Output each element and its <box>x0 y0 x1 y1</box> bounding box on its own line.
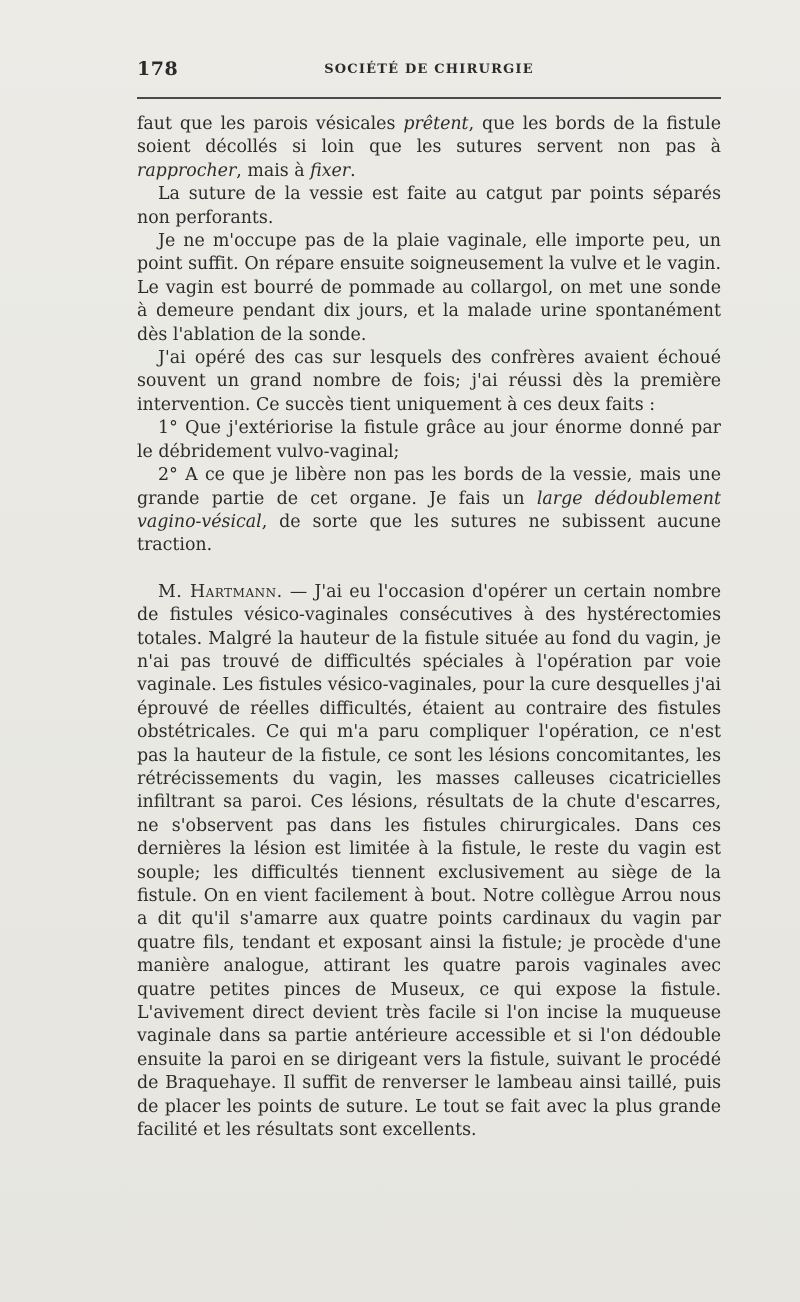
speaker-name: M. Hartmann. <box>158 581 283 602</box>
text-segment: , que les bords de la fistule soient décollés si loin que les sutures servent non pas à <box>137 114 722 158</box>
italic-text: prêtent <box>403 114 469 134</box>
page-header <box>137 58 721 86</box>
italic-text: rapprocher <box>137 160 237 181</box>
text-segment: , mais à <box>236 160 311 181</box>
paragraph <box>137 417 721 464</box>
text-segment: faut que les parois vésicales <box>137 114 404 134</box>
text-segment: — J'ai eu l'occasion d'opérer un certain nombre de fistules vésico-vaginales consécutives à des hystérectomies totales. Malgré la hauteur de la fistule située au fond du vagin, je n'ai pas trouvé de difficultés spéciales à l'opération par voie vaginale. Les fistules vésico-vaginales, pour la cure desquelles j'ai éprouvé de réelles difficultés, étaient au contraire des fistules obstétricales. Ce qui m'a paru compliquer l'opération, ce n'est pas la hauteur de la fistule, ce sont les lésions concomitantes, les rétrécissements du vagin, les masses calleuses cicatricielles infiltrant sa paroi. Ces lésions, résultats de la chute d'escarres, ne s'observent pas dans les fistules chirurgicales. Dans ces dernières la lésion est limitée à la fistule, le reste du vagin est souple; les difficultés tiennent exclusivement au siège de la fistule. On en vient facilement à bout. Notre collègue Arrou nous a dit qu'il s'amarre aux quatre points cardinaux du vagin par quatre fils, tendant et exposant ainsi la fistule; je procède d'une manière analogue, attirant les quatre parois vaginales avec quatre petites pinces de Museux, ce qui expose la fistule. L'avivement direct devient très facile si l'on incise la muqueuse vaginale dans sa partie antérieure accessible et si l'on dédouble ensuite la paroi en se dirigeant vers la fistule, suivant le procédé de Braquehaye. Il suffit de renverser le lambeau ainsi taillé, puis de placer les points de suture. Le tout se fait avec la plus grande facilité et les résultats sont excellents. <box>137 581 721 1141</box>
italic-text: large dédoublement vagino-vésical <box>137 488 721 532</box>
running-title: SOCIÉTÉ DE CHIRURGIE <box>324 62 534 77</box>
text-segment: . <box>350 160 356 181</box>
text-segment: , de sorte que les sutures ne subissent aucune traction. <box>137 511 721 556</box>
italic-text: fixer <box>310 160 351 181</box>
text-segment: La suture de la vessie est faite au catgut par points séparés non perforants. <box>137 184 721 228</box>
paragraph <box>137 230 721 347</box>
text-segment: 1° Que j'extériorise la fistule grâce au jour énorme donné par le débridement vulvo-vaginal; <box>137 418 721 462</box>
body-text <box>137 113 721 1142</box>
text-segment: 2° A ce que je libère non pas les bords de la vessie, mais une grande partie de cet organe. Je fais un <box>137 465 721 509</box>
page-number: 178 <box>137 58 179 80</box>
paragraph <box>137 347 721 417</box>
paragraph <box>137 183 721 230</box>
header-rule <box>137 97 721 99</box>
paragraph <box>137 464 721 558</box>
paragraph <box>137 113 721 183</box>
text-segment: J'ai opéré des cas sur lesquels des confrères avaient échoué souvent un grand nombre de fois; j'ai réussi dès la première intervention. Ce succès tient uniquement à ces deux faits : <box>137 348 721 415</box>
text-segment: Je ne m'occupe pas de la plaie vaginale, elle importe peu, un point suffit. On répare ensuite soigneusement la vulve et le vagin. Le vagin est bourré de pommade au collargol, on met une sonde à demeure pendant dix jours, et la malade urine spontanément dès l'ablation de la sonde. <box>137 231 721 345</box>
paragraph <box>137 581 721 1143</box>
